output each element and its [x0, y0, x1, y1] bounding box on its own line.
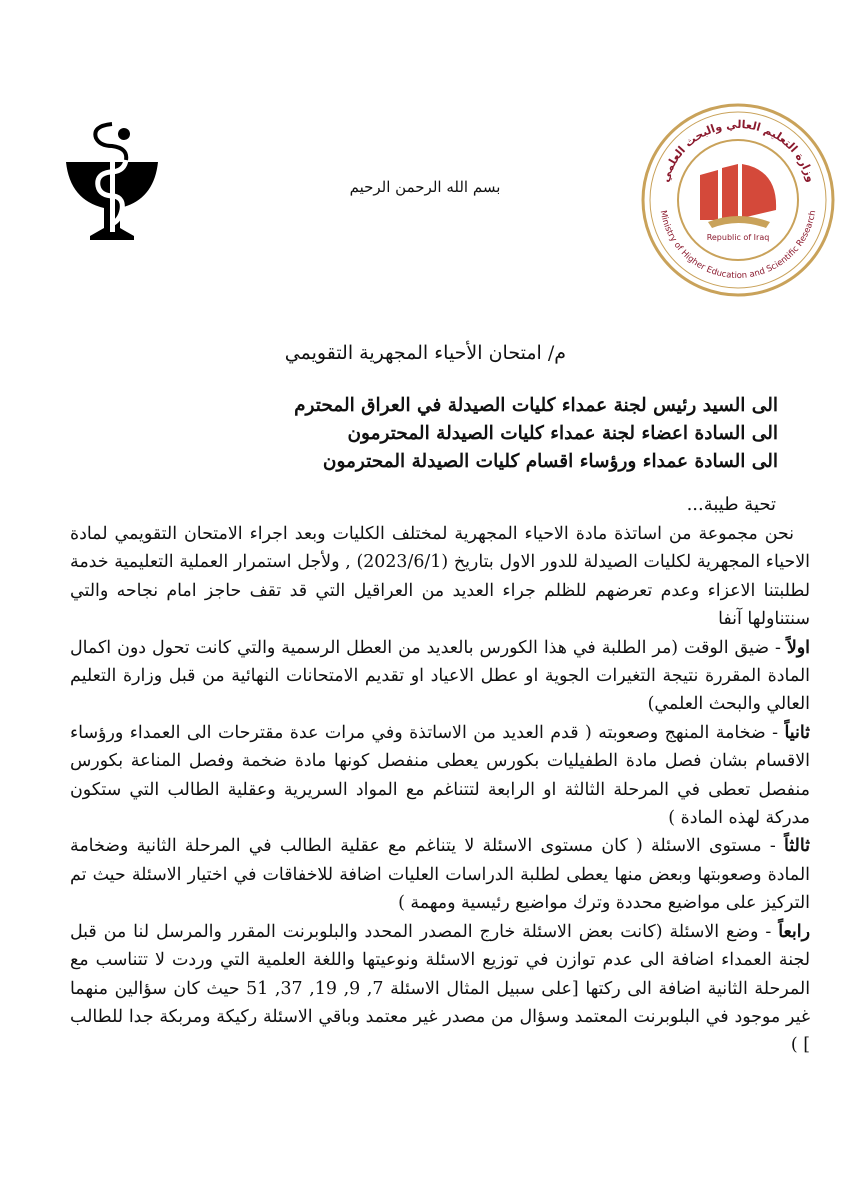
addressee-line: الى السيد رئيس لجنة عمداء كليات الصيدلة في العراق المحترم: [294, 395, 778, 416]
intro-paragraph: نحن مجموعة من اساتذة مادة الاحياء المجهرية لمختلف الكليات وبعد اجراء الامتحان التقويمي لمادة الاحياء المجهرية لكليات الصيدلة للدور الاول بتاريخ (2023/6/1) , ولأجل استمرار العملية التعليمية خدمة لطلبتنا الاعزاء وعدم تعرضهم للظلم جراء العديد من العراقيل التي قد تقف حاجز امام نجاحه والتي سنتناولها آنفا: [70, 524, 810, 630]
bowl-of-hygieia-icon: [62, 120, 162, 242]
point-text: - مستوى الاسئلة ( كان مستوى الاسئلة لا يتناغم مع عقلية الطالب في المرحلة الثانية وضخامة المادة وصعوبتها وبعض منها يعطى لطلبة الدراسات العليات اضافة للاخفاقات في اختيار الاسئلة حيث تم التركيز على مواضيع محددة وترك مواضيع رئيسية ومهمة ): [70, 836, 810, 914]
seal-country-text: Republic of Iraq: [706, 233, 770, 242]
basmala: بسم الله الرحمن الرحيم: [349, 178, 501, 196]
ministry-seal-logo: [638, 100, 838, 300]
svg-text:وزارة التعليم العالي والبحث ال: [658, 118, 817, 184]
seal-english-text: Ministry of Higher Education and Scientific Research: [657, 209, 819, 282]
point-text: - ضيق الوقت (مر الطلبة في هذا الكورس بالعديد من العطل الرسمية والتي كانت تحول دون اكمال المادة المقررة نتيجة التغيرات الجوية او عطل الاعياد او تقديم الامتحانات النهائية من قبل وزارة التعليم العالي والبحث العلمي): [70, 637, 810, 715]
point-label: ثانياً: [784, 722, 810, 743]
point-paragraph: [70, 918, 810, 1060]
point-text: - ضخامة المنهج وصعوبته ( قدم العديد من الاساتذة وفي مرات عدة مقترحات الى العمداء ورؤساء الاقسام بشان فصل مادة الطفيليات بكورس يعطى منفصل كونها مادة ضخمة وفصل المناعة بكورس منفصل تعطى في المرحلة الثالثة او الرابعة لتتناغم مع المواد السريرية وعقلية الطالب التي ستكون مدركة لهذه المادة ): [70, 722, 810, 829]
point-text: - وضع الاسئلة (كانت بعض الاسئلة خارج المصدر المحدد والبلوبرنت المقرر والمرسل لنا من قبل لجنة العمداء اضافة الى عدم توازن في توزيع الاسئلة ونوعيتها واللغة العلمية التي وردت لا تتناسب مع المرحلة الثانية اضافة الى ركتها [على سبيل المثال الاسئلة 7, 9, 19, 37, 51 حيث كان سؤالين منهما غير موجود في البلوبرنت المعتمد وسؤال من مصدر غير معتمد وباقي الاسئلة ركيكة ومربكة جدا للطالب ] ): [70, 921, 811, 1056]
addressee-line: الى السادة عمداء ورؤساء اقسام كليات الصيدلة المحترمون: [322, 451, 778, 472]
addressee-line: الى السادة اعضاء لجنة عمداء كليات الصيدلة المحترمون: [347, 423, 778, 444]
point-label: اولاً: [786, 637, 810, 658]
point-paragraph: [70, 719, 810, 833]
seal-emblem: [700, 164, 776, 228]
point-paragraph: [70, 634, 810, 719]
point-label: ثالثاً: [784, 836, 810, 857]
greeting: تحية طيبة...: [686, 494, 776, 515]
letter-body: [70, 520, 810, 1060]
letter-subject: م/ امتحان الأحياء المجهرية التقويمي: [284, 342, 566, 364]
addressees-block: [218, 392, 778, 476]
seal-arabic-text: وزارة التعليم العالي والبحث العلمي: [658, 117, 818, 184]
point-paragraph: [70, 832, 810, 917]
point-label: رابعاً: [778, 921, 810, 942]
